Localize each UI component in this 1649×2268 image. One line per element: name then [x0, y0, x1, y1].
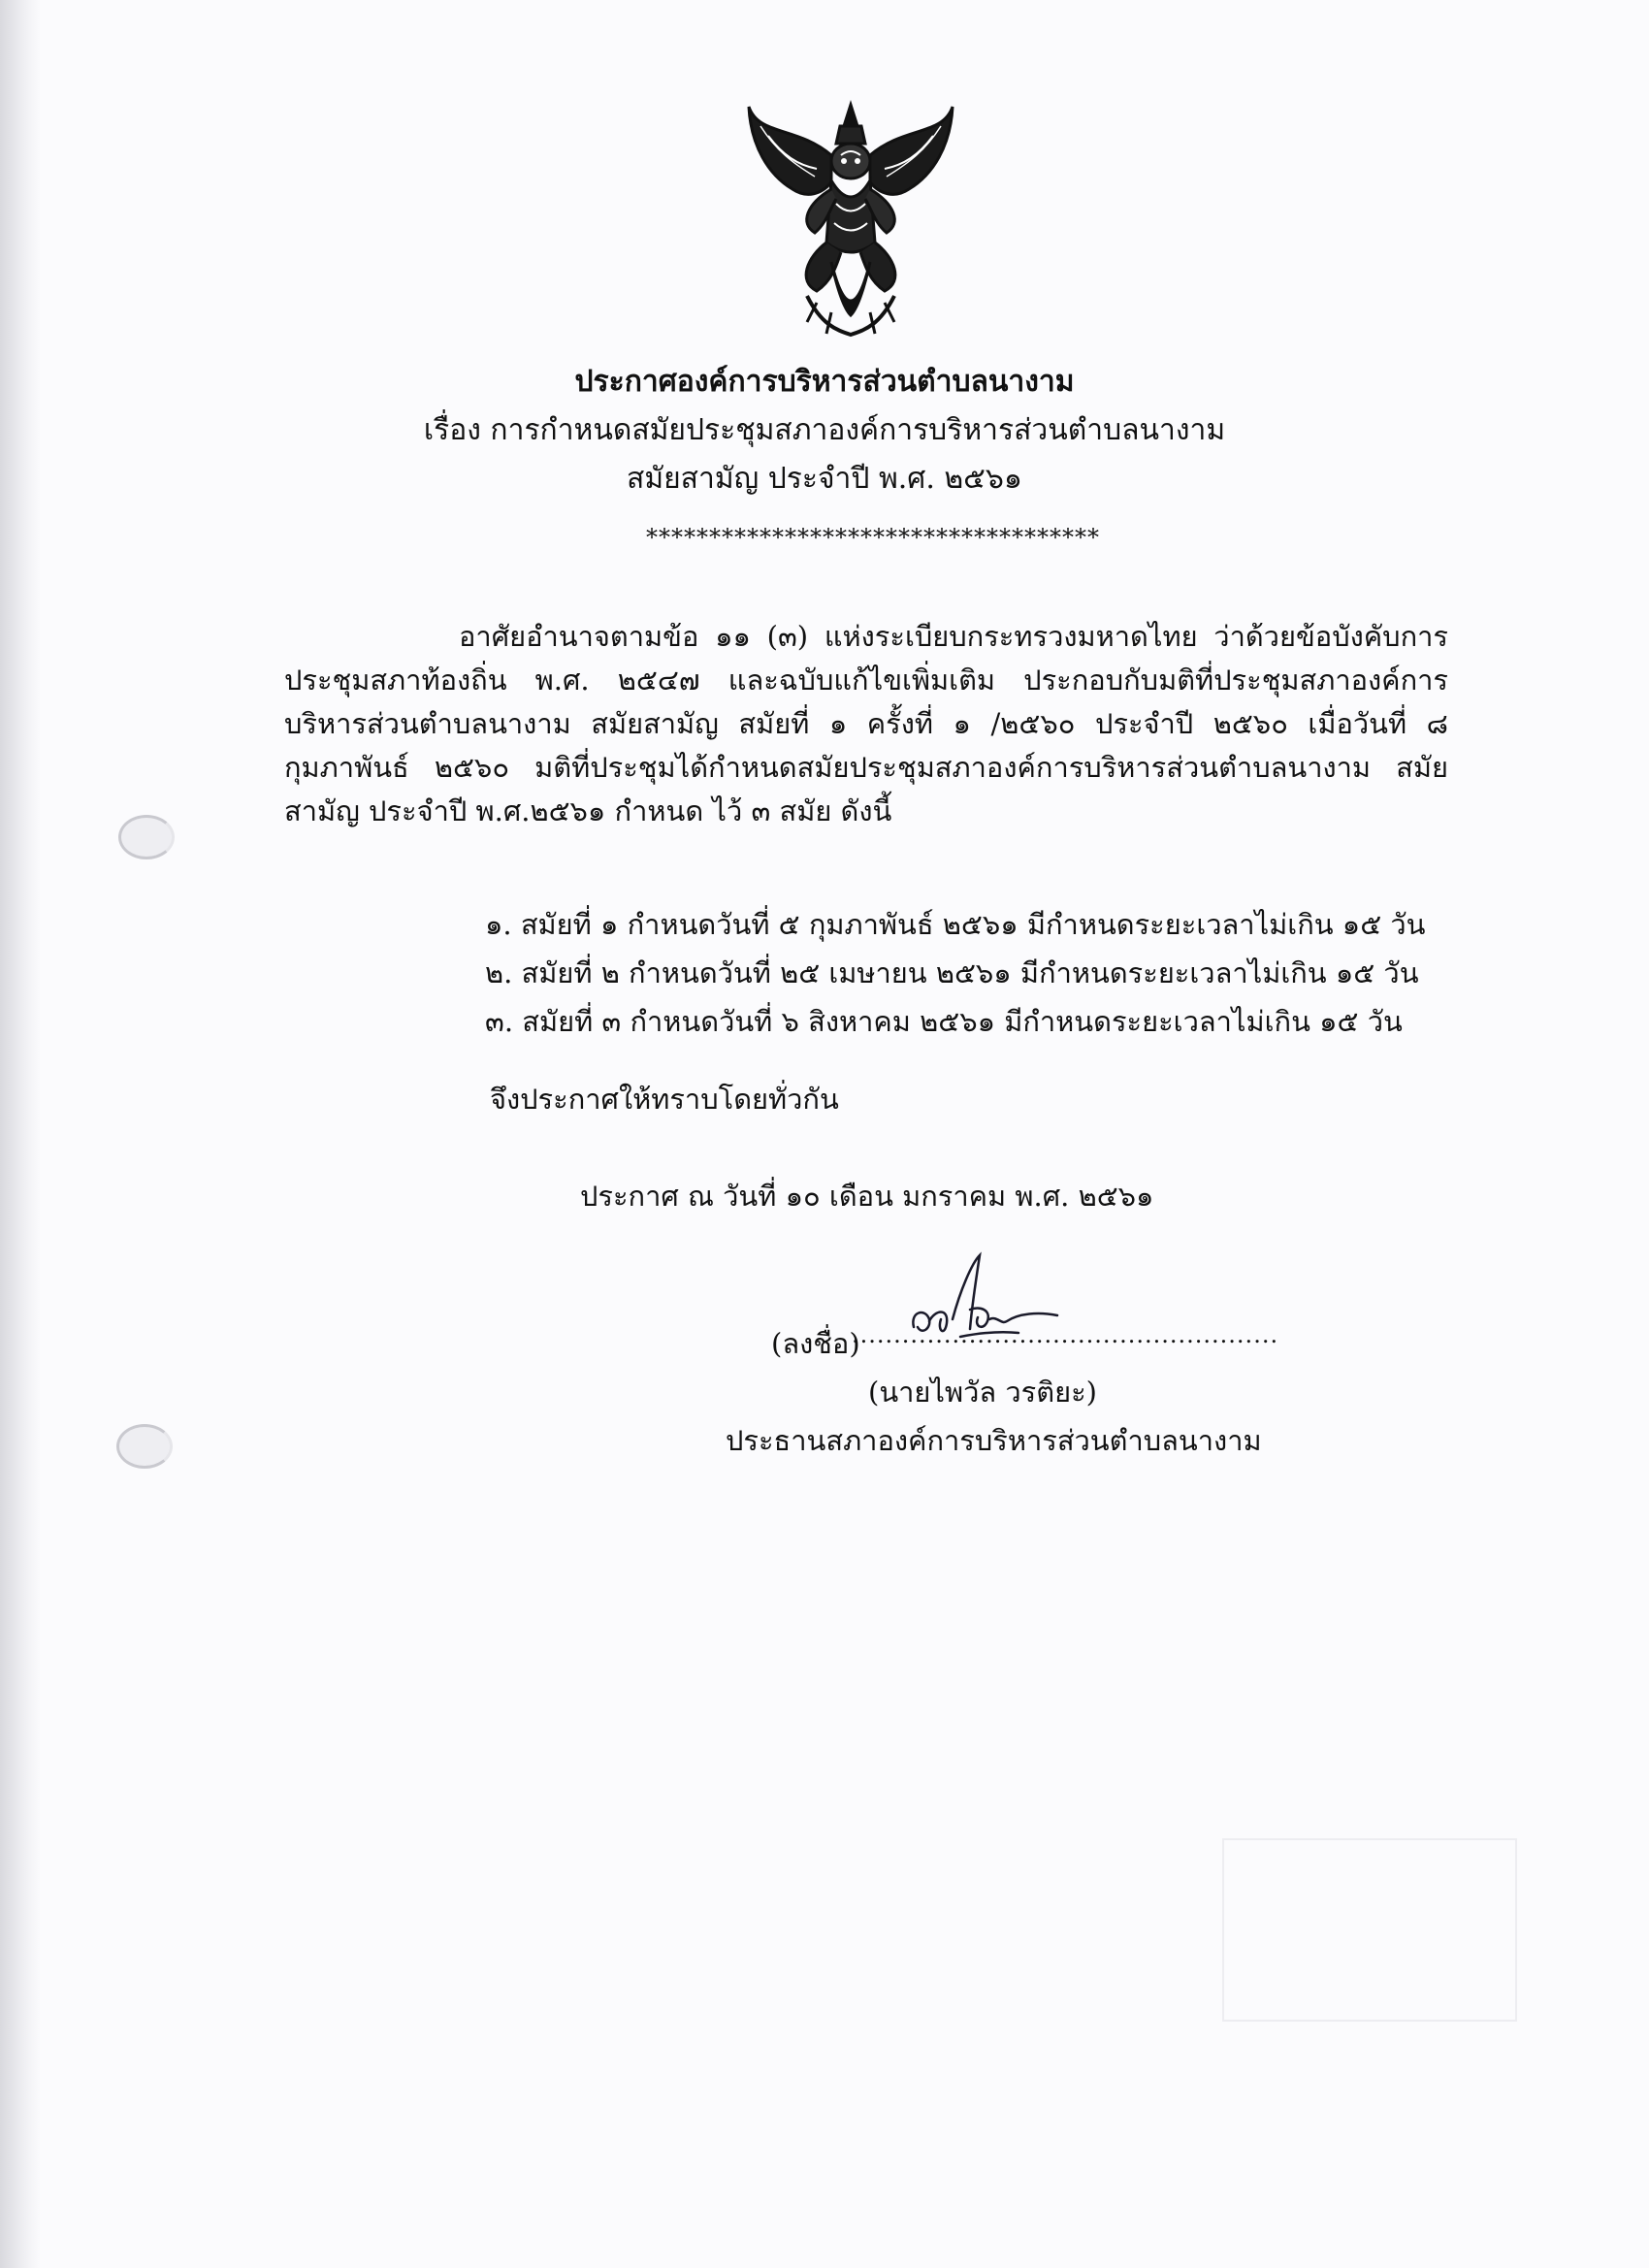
- signature-label: (ลงชื่อ): [771, 1327, 860, 1360]
- session-item: ๑. สมัยที่ ๑ กำหนดวันที่ ๕ กุมภาพันธ์ ๒๕๖๑ มีกำหนดระยะเวลาไม่เกิน ๑๕ วัน: [485, 908, 1426, 941]
- bleed-through-box: [1222, 1838, 1517, 2022]
- signer-name: (นายไพวัล วรติยะ): [868, 1376, 1097, 1409]
- punch-hole-bottom: [116, 1424, 173, 1469]
- announcement-body: อาศัยอำนาจตามข้อ ๑๑ (๓) แห่งระเบียบกระทรวงมหาดไทย ว่าด้วยข้อบังคับการประชุมสภาท้องถิ่น พ.ศ. ๒๕๔๗ และฉบับแก้ไขเพิ่มเติม ประกอบกับมติที่ประชุมสภาองค์การบริหารส่วนตำบลนางาม สมัยสามัญ สมัยที่ ๑ ครั้งที่ ๑ /๒๕๖๐ ประจำปี ๒๕๖๐ เมื่อวันที่ ๘ กุมภาพันธ์ ๒๕๖๐ มติที่ประชุมได้กำหนดสมัยประชุมสภาองค์การบริหารส่วนตำบลนางาม สมัยสามัญ ประจำปี พ.ศ.๒๕๖๑ กำหนด ไว้ ๓ สมัย ดังนี้: [284, 620, 1448, 827]
- announcement-date: ประกาศ ณ วันที่ ๑๐ เดือน มกราคม พ.ศ. ๒๕๖๑: [580, 1180, 1154, 1213]
- handwritten-signature: [902, 1251, 1067, 1358]
- closing-statement: จึงประกาศให้ทราบโดยทั่วกัน: [490, 1083, 839, 1116]
- garuda-emblem-icon: [739, 97, 962, 341]
- separator-stars: ************************************: [646, 524, 1100, 551]
- announcement-title: ประกาศองค์การบริหารส่วนตำบลนางาม: [574, 365, 1075, 399]
- signer-position: ประธานสภาองค์การบริหารส่วนตำบลนางาม: [726, 1424, 1262, 1457]
- punch-hole-top: [118, 815, 175, 859]
- signature-line: ...................................................: [852, 1321, 1279, 1348]
- scan-edge-shadow: [0, 0, 41, 2268]
- announcement-subtitle: สมัยสามัญ ประจำปี พ.ศ. ๒๕๖๑: [627, 462, 1022, 496]
- announcement-subject: เรื่อง การกำหนดสมัยประชุมสภาองค์การบริหารส่วนตำบลนางาม: [423, 413, 1226, 447]
- session-item: ๒. สมัยที่ ๒ กำหนดวันที่ ๒๕ เมษายน ๒๕๖๑ มีกำหนดระยะเวลาไม่เกิน ๑๕ วัน: [485, 956, 1419, 989]
- session-item: ๓. สมัยที่ ๓ กำหนดวันที่ ๖ สิงหาคม ๒๕๖๑ มีกำหนดระยะเวลาไม่เกิน ๑๕ วัน: [485, 1005, 1403, 1038]
